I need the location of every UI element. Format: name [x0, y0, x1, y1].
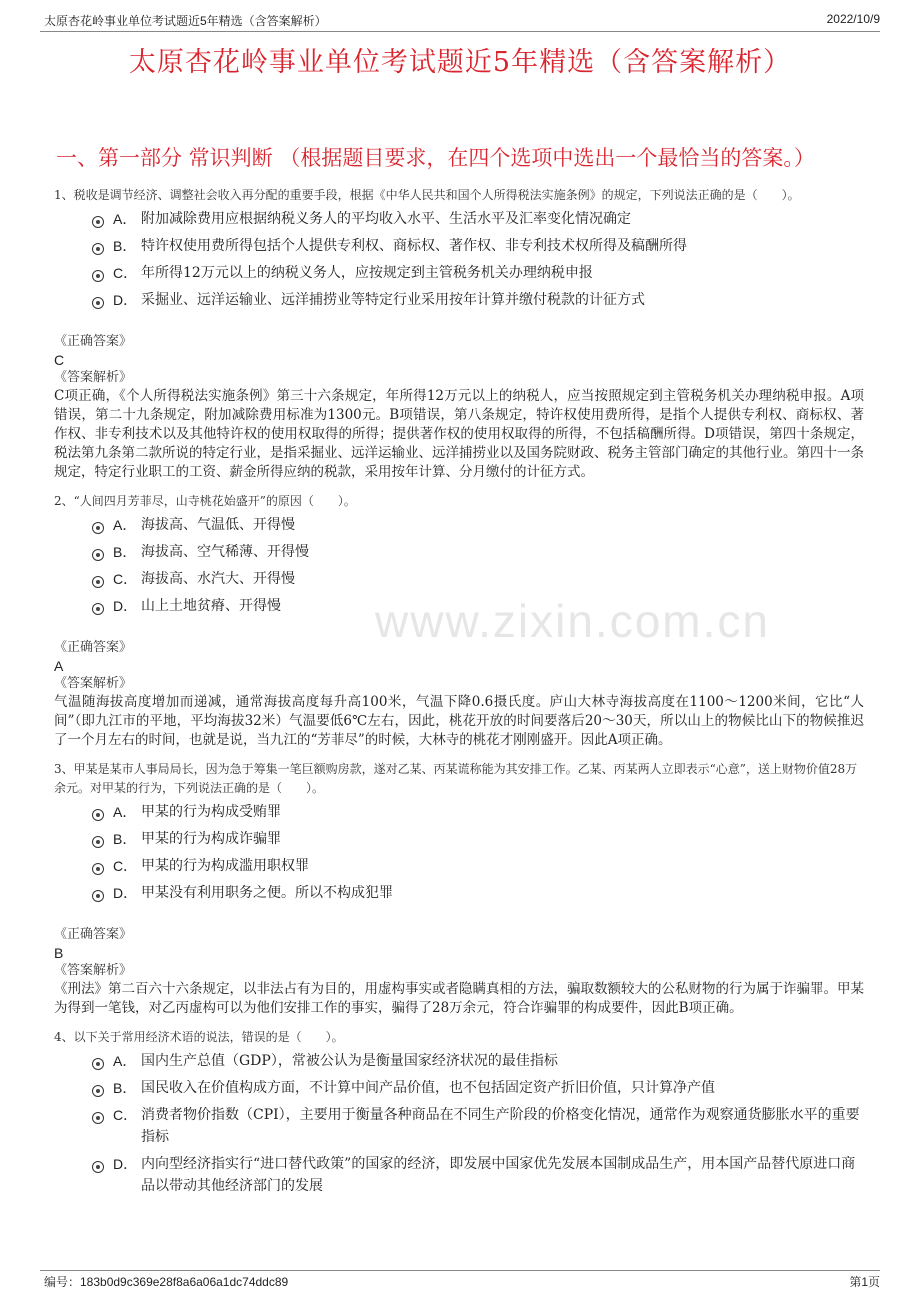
- option-list: [92, 801, 864, 904]
- option-key: B．: [113, 544, 137, 560]
- option-text: 甲某的行为构成诈骗罪: [141, 831, 281, 847]
- question-text: 4、以下关于常用经济术语的说法，错误的是（ ）。: [54, 1030, 344, 1044]
- radio-icon[interactable]: [92, 836, 104, 848]
- radio-icon[interactable]: [92, 1112, 104, 1124]
- option-item[interactable]: [92, 882, 864, 904]
- explanation-text: 气温随海拔高度增加而递减，通常海拔高度每升高100米，气温下降0.6摄氏度。庐山大林寺海拔高度在1100～1200米间，它比“人间”（即九江市的平地，平均海拔32米）气温要低6℃左右，因此，桃花开放的时间要落后20～30天，所以山上的物候比山下的物候推迟了一个月左右的时间，也就是说，当九江的“芳菲尽”的时候，大林寺的桃花才刚刚盛开。因此A项正确。: [54, 694, 864, 748]
- option-item[interactable]: [92, 1050, 864, 1072]
- explanation-label: 《答案解析》: [54, 676, 133, 691]
- radio-icon[interactable]: [92, 863, 104, 875]
- radio-icon[interactable]: [92, 243, 104, 255]
- option-item[interactable]: [92, 1077, 864, 1099]
- option-key: D．: [113, 885, 138, 901]
- radio-icon[interactable]: [92, 603, 104, 615]
- radio-icon[interactable]: [92, 216, 104, 228]
- option-item[interactable]: [92, 568, 864, 590]
- option-text: 内向型经济指实行“进口替代政策”的国家的经济，即发展中国家优先发展本国制成品生产，用本国产品替代原进口商品以带动其他经济部门的发展: [141, 1156, 856, 1194]
- radio-icon[interactable]: [92, 576, 104, 588]
- option-text: 采掘业、远洋运输业、远洋捕捞业等特定行业采用按年计算并缴付税款的计征方式: [141, 292, 645, 308]
- option-item[interactable]: [92, 262, 864, 284]
- question-text: 1、税收是调节经济、调整社会收入再分配的重要手段，根据《中华人民共和国个人所得税法实施条例》的规定，下列说法正确的是（ ）。: [54, 188, 800, 202]
- explanation-label: 《答案解析》: [54, 370, 133, 385]
- answer-label: 《正确答案》: [54, 334, 133, 349]
- radio-icon[interactable]: [92, 549, 104, 561]
- option-key: C．: [113, 571, 138, 587]
- option-item[interactable]: [92, 1104, 864, 1148]
- radio-icon[interactable]: [92, 1161, 104, 1173]
- option-key: C．: [113, 265, 138, 281]
- question-text: 2、“人间四月芳菲尽，山寺桃花始盛开”的原因（ ）。: [54, 494, 356, 508]
- option-key: B．: [113, 1080, 137, 1096]
- section-heading: 一、第一部分 常识判断 （根据题目要求，在四个选项中选出一个最恰当的答案。）: [56, 146, 815, 170]
- question-block: [54, 1028, 864, 1197]
- option-key: A．: [113, 1053, 137, 1069]
- radio-icon[interactable]: [92, 297, 104, 309]
- option-text: 特许权使用费所得包括个人提供专利权、商标权、著作权、非专利技术权所得及稿酬所得: [141, 238, 687, 254]
- option-text: 甲某的行为构成滥用职权罪: [141, 858, 309, 874]
- option-text: 海拔高、水汽大、开得慢: [141, 571, 295, 587]
- answer-label: 《正确答案》: [54, 927, 133, 942]
- answer-value: C: [54, 352, 65, 368]
- document-title: 太原杏花岭事业单位考试题近5年精选（含答案解析）: [128, 47, 792, 78]
- header-doc-title: 太原杏花岭事业单位考试题近5年精选（含答案解析）: [44, 14, 327, 28]
- option-text: 山上土地贫瘠、开得慢: [141, 598, 281, 614]
- option-key: B．: [113, 238, 137, 254]
- option-text: 海拔高、气温低、开得慢: [141, 517, 295, 533]
- answer-value: A: [54, 658, 64, 674]
- question-block: [54, 492, 864, 750]
- option-text: 国内生产总值（GDP），常被公认为是衡量国家经济状况的最佳指标: [141, 1053, 558, 1069]
- footer-page: 第1页: [849, 1275, 880, 1289]
- page-footer: [44, 1273, 880, 1290]
- watermark: www.zixin.com.cn: [375, 595, 770, 647]
- option-item[interactable]: [92, 855, 864, 877]
- option-item[interactable]: [92, 541, 864, 563]
- option-key: D．: [113, 598, 138, 614]
- option-text: 甲某没有利用职务之便。所以不构成犯罪: [141, 885, 393, 901]
- explanation-label: 《答案解析》: [54, 963, 133, 978]
- question-list: [54, 186, 864, 1202]
- answer-value: B: [54, 945, 64, 961]
- option-key: D．: [113, 1156, 138, 1172]
- radio-icon[interactable]: [92, 1085, 104, 1097]
- option-text: 年所得12万元以上的纳税义务人，应按规定到主管税务机关办理纳税申报: [141, 265, 593, 281]
- option-item[interactable]: [92, 595, 864, 617]
- option-key: D．: [113, 292, 138, 308]
- option-text: 国民收入在价值构成方面，不计算中间产品价值，也不包括固定资产折旧价值，只计算净产值: [141, 1080, 715, 1096]
- radio-icon[interactable]: [92, 890, 104, 902]
- header-date: 2022/10/9: [826, 12, 880, 26]
- option-key: A．: [113, 804, 137, 820]
- option-text: 附加减除费用应根据纳税义务人的平均收入水平、生活水平及汇率变化情况确定: [141, 211, 631, 227]
- radio-icon[interactable]: [92, 270, 104, 282]
- option-text: 消费者物价指数（CPI），主要用于衡量各种商品在不同生产阶段的价格变化情况，通常作为观察通货膨胀水平的重要指标: [141, 1107, 860, 1145]
- option-key: C．: [113, 1107, 138, 1123]
- option-key: A．: [113, 517, 137, 533]
- option-text: 甲某的行为构成受贿罪: [141, 804, 281, 820]
- question-text: 3、甲某是某市人事局局长，因为急于筹集一笔巨额购房款，遂对乙某、丙某谎称能为其安排工作。乙某、丙某两人立即表示“心意”，送上财物价值28万余元。对甲某的行为，下列说法正确的是（ ）。: [54, 762, 858, 795]
- option-item[interactable]: [92, 514, 864, 536]
- option-item[interactable]: [92, 289, 864, 311]
- footer-divider: [40, 1270, 880, 1271]
- footer-code: 编号：183b0d9c369e28f8a6a06a1dc74ddc89: [44, 1275, 289, 1289]
- answer-label: 《正确答案》: [54, 640, 133, 655]
- option-item[interactable]: [92, 208, 864, 230]
- option-key: A．: [113, 211, 137, 227]
- option-list: [92, 514, 864, 617]
- radio-icon[interactable]: [92, 809, 104, 821]
- option-item[interactable]: [92, 801, 864, 823]
- option-key: C．: [113, 858, 138, 874]
- page-header: [44, 12, 880, 32]
- explanation-text: C项正确，《个人所得税法实施条例》第三十六条规定，年所得12万元以上的纳税人，应当按照规定到主管税务机关办理纳税申报。A项错误，第二十九条规定，附加减除费用标准为1300元。B项错误，第八条规定，特许权使用费所得，是指个人提供专利权、商标权、著作权、非专利技术以及其他特许权的使用权取得的所得；提供著作权的使用权取得的所得，不包括稿酬所得。D项错误，第四十条规定，税法第九条第二款所说的特定行业，是指采掘业、远洋运输业、远洋捕捞业以及国务院财政、税务主管部门确定的其他行业。第四十一条规定，特定行业职工的工资、薪金所得应纳的税款，采用按年计算、分月缴付的计征方式。: [54, 388, 864, 480]
- option-item[interactable]: [92, 235, 864, 257]
- option-text: 海拔高、空气稀薄、开得慢: [141, 544, 309, 560]
- option-key: B．: [113, 831, 137, 847]
- radio-icon[interactable]: [92, 522, 104, 534]
- question-block: [54, 186, 864, 482]
- option-list: [92, 1050, 864, 1197]
- explanation-text: 《刑法》第二百六十六条规定，以非法占有为目的，用虚构事实或者隐瞒真相的方法，骗取数额较大的公私财物的行为属于诈骗罪。甲某为得到一笔钱，对乙丙虚构可以为他们安排工作的事实，骗得了28万余元，符合诈骗罪的构成要件，因此B项正确。: [54, 981, 864, 1016]
- option-item[interactable]: [92, 828, 864, 850]
- option-item[interactable]: [92, 1153, 864, 1197]
- option-list: [92, 208, 864, 311]
- question-block: [54, 760, 864, 1018]
- radio-icon[interactable]: [92, 1058, 104, 1070]
- header-divider: [40, 31, 880, 32]
